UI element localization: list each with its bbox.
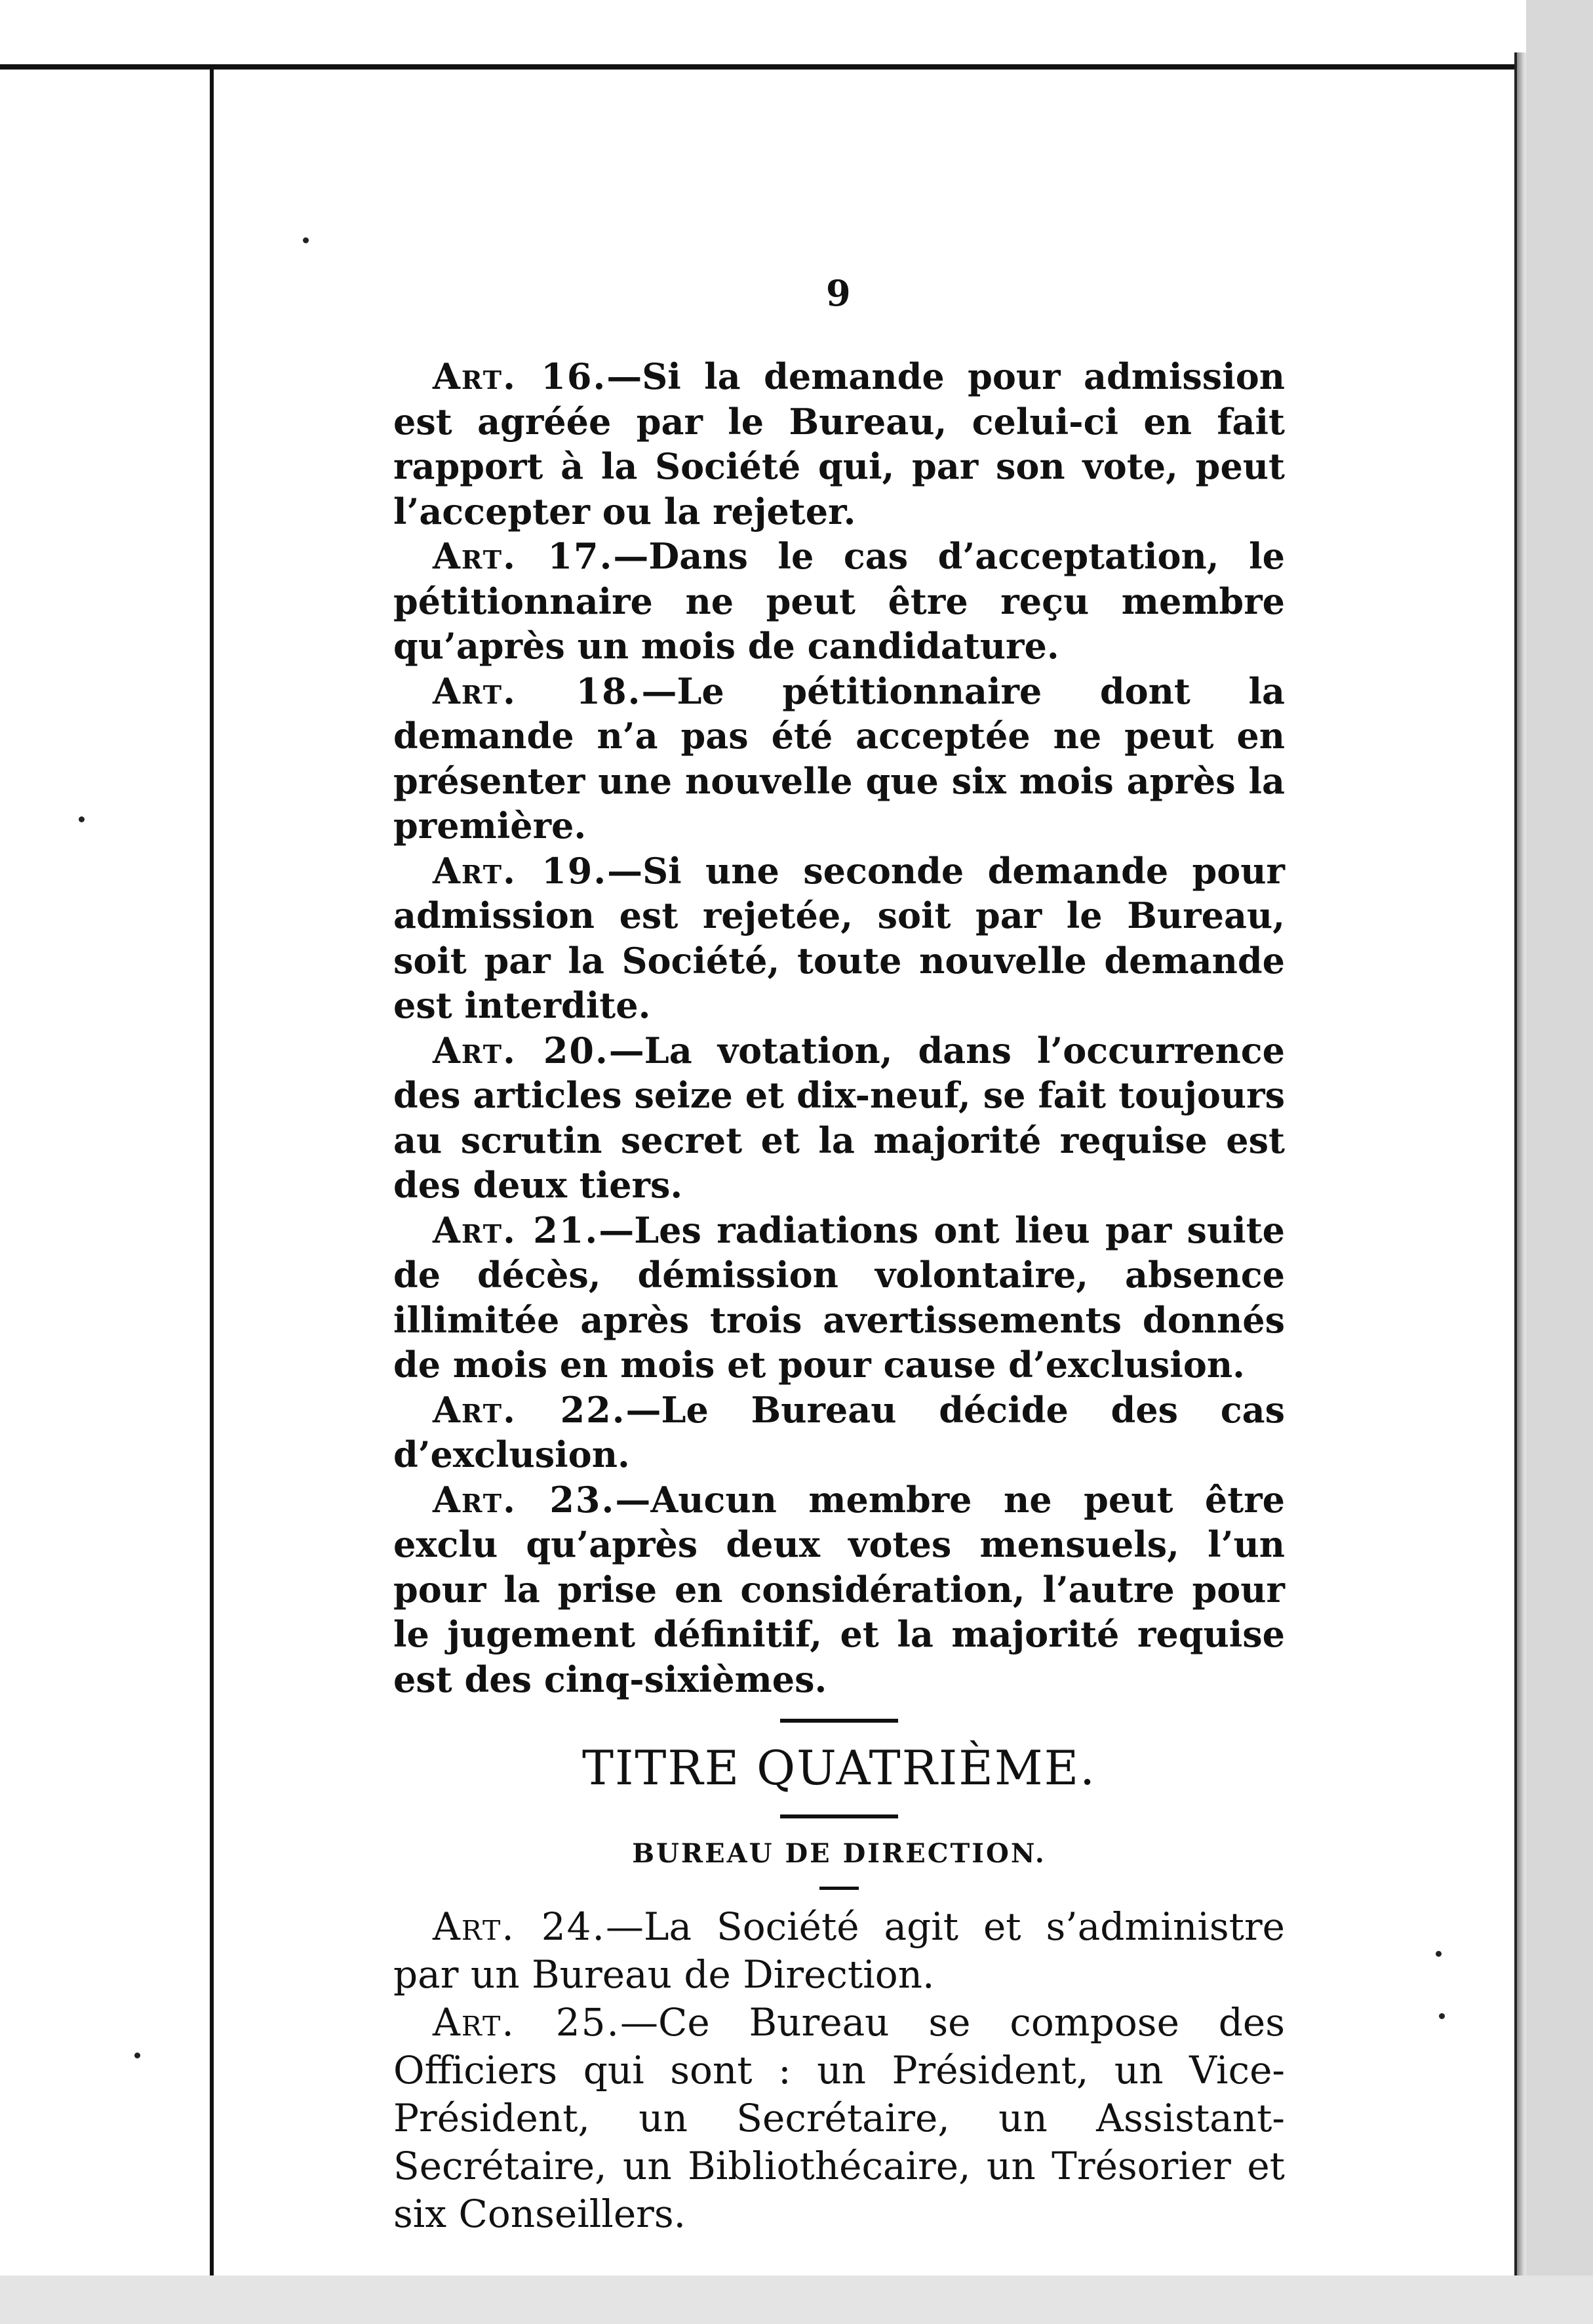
- article-text: —Dans le cas d’acceptation, le pétitionnaire ne peut être reçu membre qu’après un mois de candidature.: [393, 535, 1285, 667]
- scan-margin-right: [1526, 0, 1593, 2324]
- article-label: Art. 24.: [433, 1904, 606, 1949]
- article-label: Art. 23.: [433, 1478, 616, 1521]
- article-text: —La Société agit et s’administre par un Bureau de Direction.: [393, 1904, 1285, 1997]
- speck: [79, 816, 85, 822]
- article-paragraph: [393, 1388, 1285, 1477]
- article-label: Art. 18.: [433, 670, 642, 712]
- articles-part-1: [393, 354, 1285, 1702]
- article-text: —Si une seconde demande pour admission est rejetée, soit par le Bureau, soit par la Société, toute nouvelle demande est interdite.: [393, 849, 1285, 1026]
- speck: [134, 2053, 140, 2058]
- article-label: Art. 17.: [433, 535, 614, 577]
- article-paragraph: [393, 1208, 1285, 1388]
- article-paragraph: [393, 1999, 1285, 2238]
- article-label: Art. 20.: [433, 1029, 609, 1072]
- article-text: —Aucun membre ne peut être exclu qu’après deux votes mensuels, l’un pour la prise en considération, l’autre pour le jugement définitif, et la majorité requise est des cinq-sixièmes.: [393, 1478, 1285, 1700]
- article-paragraph: [393, 1028, 1285, 1208]
- article-text: —Les radiations ont lieu par suite de décès, démission volontaire, absence illimitée après trois avertissements donnés de mois en mois et pour cause d’exclusion.: [393, 1209, 1285, 1386]
- section-rule-top: [780, 1719, 898, 1723]
- section-subtitle: BUREAU DE DIRECTION.: [632, 1838, 1046, 1869]
- section-title: TITRE QUATRIÈME.: [581, 1740, 1097, 1795]
- speck: [1436, 1951, 1442, 1957]
- article-text: —La votation, dans l’occurrence des articles seize et dix-neuf, se fait toujours au scrutin secret et la majorité requise est des deux tiers.: [393, 1029, 1285, 1206]
- scan-margin-bottom: [0, 2275, 1593, 2324]
- article-paragraph: [393, 1903, 1285, 1999]
- article-paragraph: [393, 354, 1285, 534]
- page-number: 9: [826, 272, 851, 314]
- speck: [303, 237, 309, 243]
- article-label: Art. 22.: [433, 1388, 626, 1431]
- page-top-edge: [0, 64, 1527, 70]
- articles-part-2: [393, 1903, 1285, 2238]
- article-label: Art. 25.: [433, 2000, 620, 2045]
- article-text: —Si la demande pour admission est agréée par le Bureau, celui-ci en fait rapport à la Société qui, par son vote, peut l’accepter ou la rejeter.: [393, 355, 1285, 532]
- article-text: —Le Bureau décide des cas d’exclusion.: [393, 1388, 1285, 1475]
- article-paragraph: [393, 1477, 1285, 1702]
- article-text: —Ce Bureau se compose des Officiers qui sont : un Président, un Vice-Président, un Secrétaire, un Assistant-Secrétaire, un Bibliothécaire, un Trésorier et six Conseillers.: [393, 2000, 1286, 2236]
- speck: [1439, 2013, 1445, 2019]
- page-body: [393, 354, 1285, 2238]
- article-text: —Le pétitionnaire dont la demande n’a pas été acceptée ne peut en présenter une nouvelle que six mois après la première.: [393, 670, 1285, 847]
- article-label: Art. 19.: [433, 849, 608, 892]
- section-rule-bottom: [819, 1887, 859, 1890]
- section-rule-middle: [780, 1814, 898, 1818]
- article-paragraph: [393, 669, 1285, 849]
- article-paragraph: [393, 534, 1285, 669]
- article-paragraph: [393, 849, 1285, 1028]
- article-label: Art. 21.: [433, 1209, 599, 1251]
- left-page-edge: [0, 66, 214, 2282]
- article-label: Art. 16.: [433, 355, 607, 397]
